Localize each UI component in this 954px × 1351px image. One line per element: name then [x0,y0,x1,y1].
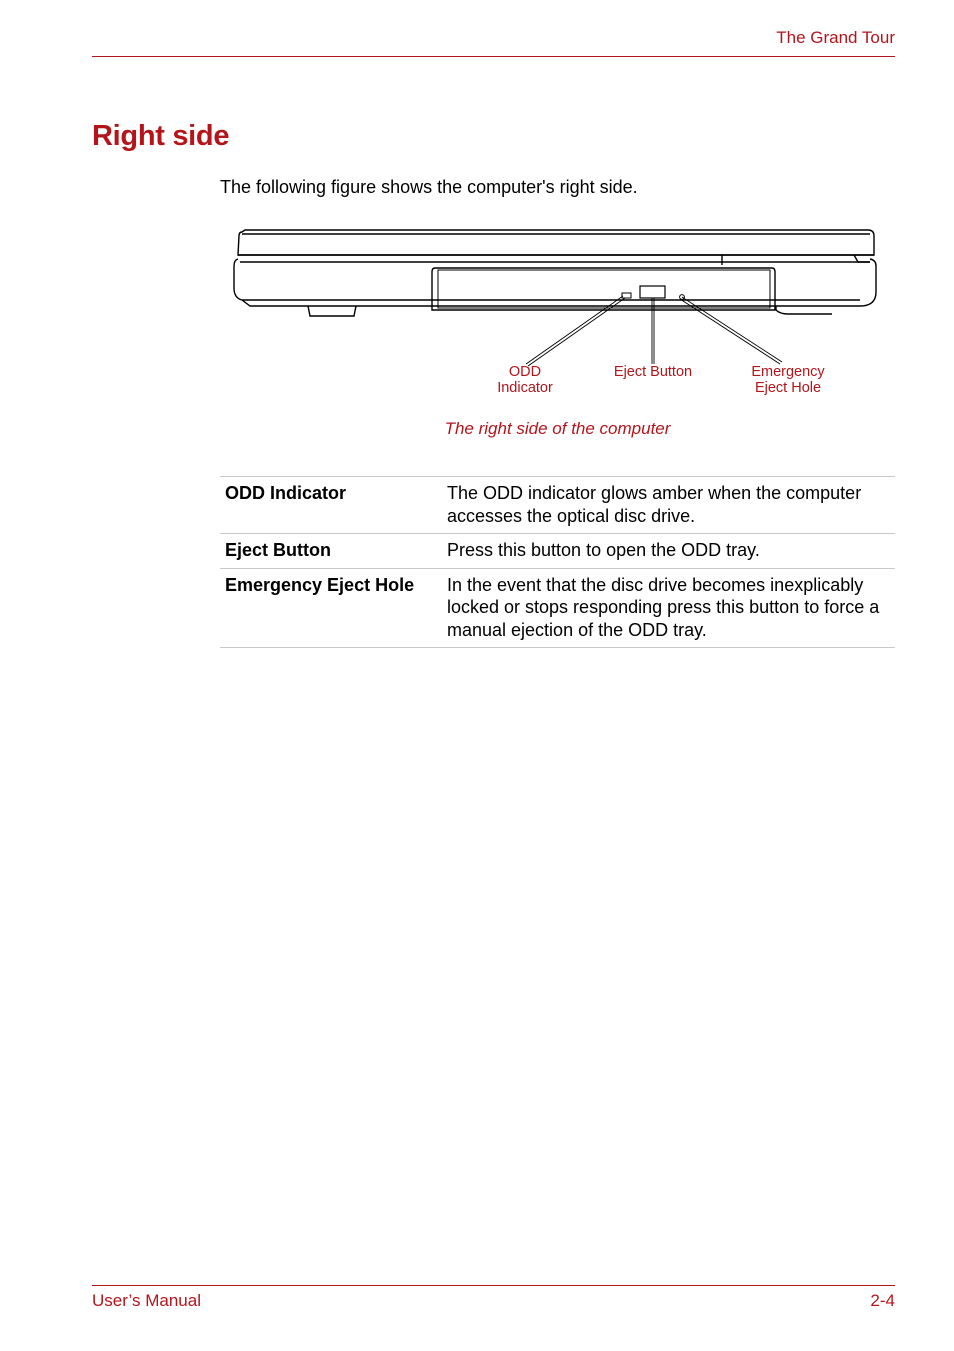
footer-rule [92,1285,895,1286]
laptop-right-side-figure [220,222,895,407]
table-row [220,534,895,569]
description-cell: The ODD indicator glows amber when the computer accesses the optical disc drive. [447,477,895,534]
odd-indicator-callout: ODD Indicator [497,364,553,396]
eject-button-callout: Eject Button [613,364,693,380]
intro-paragraph: The following figure shows the computer's right side. [220,177,638,197]
description-cell: Press this button to open the ODD tray. [447,534,895,569]
section-heading: Right side [92,120,230,152]
table-row [220,477,895,534]
component-table [220,476,895,648]
header-rule [92,56,895,57]
footer-manual-title: User’s Manual [92,1291,201,1310]
table-row [220,568,895,648]
footer-page-number: 2-4 [870,1291,895,1310]
figure-caption: The right side of the computer [444,419,671,438]
term-cell: Emergency Eject Hole [220,568,447,648]
emergency-eject-hole-callout: Emergency Eject Hole [751,364,825,396]
term-cell: Eject Button [220,534,447,569]
term-cell: ODD Indicator [220,477,447,534]
running-header-title: The Grand Tour [776,28,895,47]
description-cell: In the event that the disc drive becomes inexplicably locked or stops responding press this button to force a manual ejection of the ODD tray. [447,568,895,648]
